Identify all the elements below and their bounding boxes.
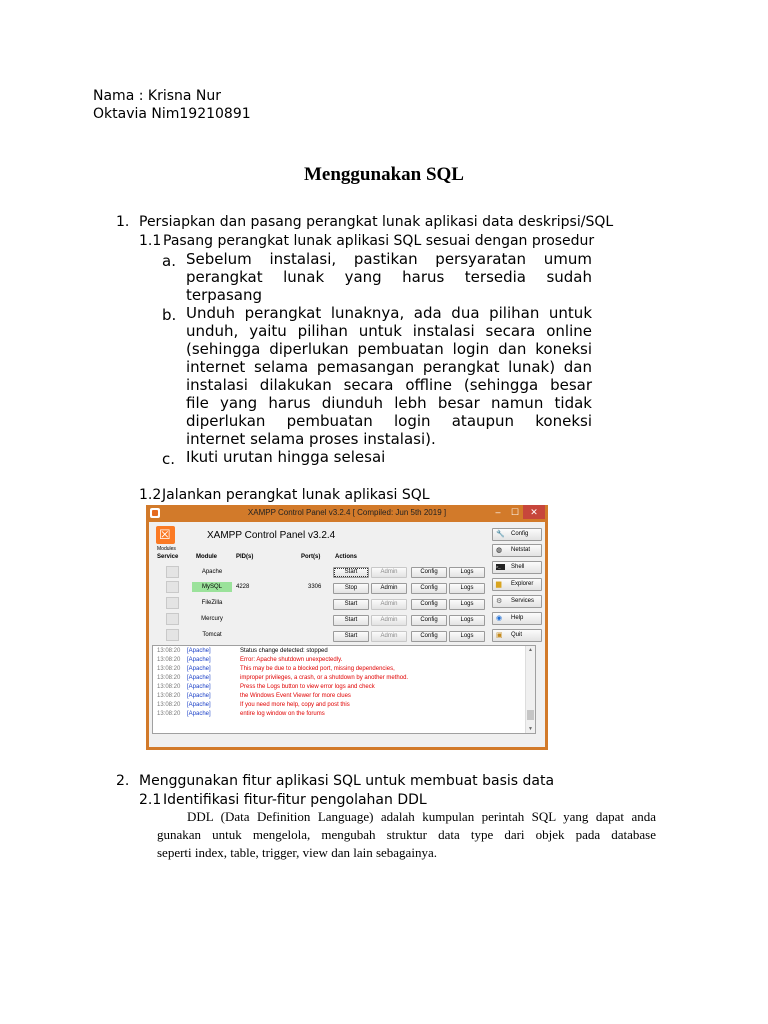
panel-title: XAMPP Control Panel v3.2.4 [207,530,336,541]
module-pid: 4228 [236,584,250,590]
service-checkbox[interactable] [166,613,179,625]
start-button[interactable]: Start [333,599,369,610]
window-titlebar [146,505,548,522]
quit-button[interactable] [492,629,542,642]
section-1-heading: Persiapkan dan pasang perangkat lunak aplikasi data deskripsi/SQL [139,214,614,230]
logs-button[interactable]: Logs [449,615,485,626]
author-name: Nama : Krisna Nur [93,88,222,104]
side-button-label: Quit [511,632,523,638]
module-name: Tomcat [202,632,222,638]
subsection-1-1-number: 1.1 [139,233,162,249]
module-port: 3306 [308,584,322,590]
start-button[interactable]: Start [333,567,369,578]
log-scrollbar[interactable] [525,646,535,733]
config-button[interactable]: Config [411,631,447,642]
logs-button[interactable]: Logs [449,599,485,610]
subsection-1-2-heading: Jalankan perangkat lunak aplikasi SQL [162,487,430,503]
start-button[interactable]: Start [333,631,369,642]
side-config-button[interactable] [492,528,542,541]
admin-button[interactable]: Admin [371,599,407,610]
service-checkbox[interactable] [166,597,179,609]
ddl-paragraph: DDL (Data Definition Language) adalah kumpulan perintah SQL yang dapat anda gunakan untuk mengelola, mengubah struktur data type dari objek pada database seperti index, table, trigger, view dan lain sebagainya. [157,809,656,860]
subsection-1-1-heading: Pasang perangkat lunak aplikasi SQL sesuai dengan prosedur [163,233,595,249]
list-item-a: Sebelum instalasi, pastikan persyaratan umum perangkat lunak yang harus tersedia sudah terpasang [186,250,592,304]
scroll-thumb[interactable] [527,710,534,720]
shell-button[interactable] [492,561,542,574]
modules-header: Modules [157,546,176,552]
window-title: XAMPP Control Panel v3.2.4 [ Compiled: Jun 5th 2019 ] [247,508,447,517]
logs-button[interactable]: Logs [449,631,485,642]
module-name: MySQL [192,582,232,592]
module-name: FileZilla [201,600,223,606]
scroll-down-icon[interactable]: ▼ [528,726,533,732]
pid-header: PID(s) [236,554,254,560]
config-button[interactable]: Config [411,615,447,626]
quit-icon: ▣ [496,632,503,639]
admin-button[interactable]: Admin [371,615,407,626]
port-header: Port(s) [301,554,321,560]
side-button-label: Shell [511,564,525,570]
admin-button[interactable]: Admin [371,583,407,594]
side-button-label: Config [511,531,529,537]
config-button[interactable]: Config [411,583,447,594]
module-header: Module [196,554,217,560]
actions-header: Actions [335,554,358,560]
list-marker-c: c. [162,450,176,468]
author-nim: Oktavia Nim19210891 [93,106,251,122]
services-icon: ⚙ [496,598,503,605]
close-button[interactable]: ✕ [523,505,545,519]
admin-button[interactable]: Admin [371,567,407,578]
side-button-label: Help [511,615,524,621]
config-button[interactable]: Config [411,567,447,578]
page-title: Menggunakan SQL [304,164,464,185]
list-marker-a: a. [162,252,176,270]
explorer-button[interactable] [492,578,542,591]
list-item-c: Ikuti urutan hingga selesai [186,448,386,466]
wrench-icon: 🔧 [496,531,505,538]
log-window[interactable]: 13:08:20 [Apache] Status change detected: stopped 13:08:20 [Apache] Error: Apache shutdown unexpectedly. 13:08:20 [Apache] This may be due to a blocked port, missing dependencies, 13:08:20 [Apache] improper privileges, a crash, or a shutdown by another method. 13:08:20 [Apache] Press the Logs button to view error logs and check 13:08:20 [Apache] the Windows Event Viewer for more clues 13:08:20 [Apache] If you need more help, copy and post this 13:08:20 [Apache] entire log window on the forums ▲ ▼ [152,645,536,734]
maximize-button[interactable]: ☐ [510,507,520,517]
help-button[interactable] [492,612,542,625]
section-2-number: 2. [116,773,130,789]
section-2-heading: Menggunakan fitur aplikasi SQL untuk membuat basis data [139,773,555,789]
service-checkbox[interactable] [166,629,179,641]
list-marker-b: b. [162,306,177,324]
service-checkbox[interactable] [166,566,179,578]
side-button-label: Netstat [511,547,531,553]
netstat-button[interactable] [492,544,542,557]
subsection-2-1-number: 2.1 [139,792,162,808]
folder-icon: ▆ [496,581,502,588]
help-icon: ◉ [496,615,503,622]
service-header: Service [157,554,179,560]
logs-button[interactable]: Logs [449,567,485,578]
xampp-logo-icon [156,526,175,544]
service-checkbox[interactable] [166,581,179,593]
list-item-b: Unduh perangkat lunaknya, ada dua pilihan untuk unduh, yaitu pilihan untuk instalasi secara online (sehingga diperlukan pembuatan login dan koneksi internet selama pemasangan perangkat lunak) dan instalasi dilakukan secara offline (sehingga besar file yang harus diunduh lebh besar namun tidak diperlukan pembuatan login ataupun koneksi internet selama proses instalasi). [186,304,592,448]
config-button[interactable]: Config [411,599,447,610]
scroll-up-icon[interactable]: ▲ [528,647,533,653]
side-button-label: Services [511,598,535,604]
subsection-2-1-heading: Identifikasi fitur-fitur pengolahan DDL [163,792,427,808]
subsection-1-2-number: 1.2 [139,487,162,503]
logs-button[interactable]: Logs [449,583,485,594]
terminal-icon: >_ [496,564,505,570]
minimize-button[interactable]: – [495,507,501,517]
xampp-control-panel-screenshot [146,505,548,750]
window-client-area [149,522,545,747]
admin-button[interactable]: Admin [371,631,407,642]
services-button[interactable] [492,595,542,608]
module-name: Apache [201,569,223,575]
network-icon: ◍ [496,547,503,554]
module-name: Mercury [201,616,223,622]
side-button-label: Explorer [511,581,534,587]
stop-button[interactable]: Stop [333,583,369,594]
section-1-number: 1. [116,214,130,230]
start-button[interactable]: Start [333,615,369,626]
